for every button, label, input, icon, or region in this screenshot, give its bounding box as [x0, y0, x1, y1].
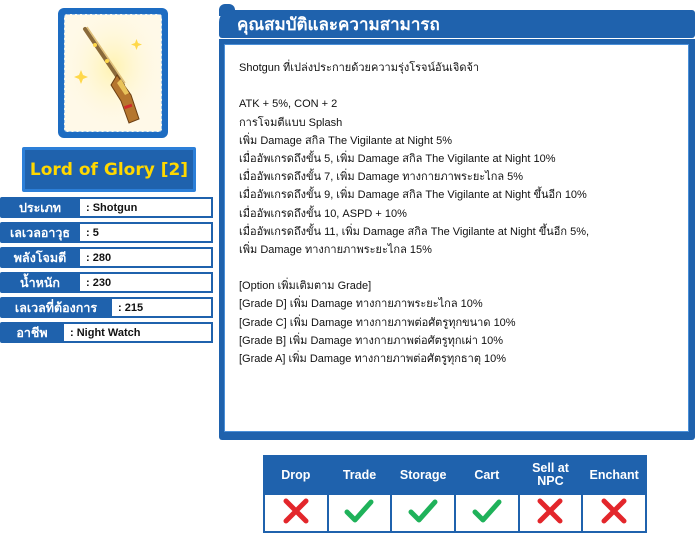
header-trade: Trade — [329, 457, 391, 493]
item-image-card — [58, 8, 168, 138]
description-line: การโจมตีแบบ Splash — [239, 116, 343, 129]
stat-row-weapon-level — [0, 222, 213, 243]
stat-label: เลเวลอาวุธ — [0, 222, 80, 243]
cross-icon — [279, 496, 313, 531]
description-line: Shotgun ที่เปล่งประกายด้วยความรุ่งโรจน์อันเจิดจ้า — [239, 62, 480, 74]
description-line: เมื่ออัพเกรดถึงขั้น 7, เพิ่ม Damage ทางกายภาพระยะไกล 5% — [239, 171, 524, 184]
description-line: เพิ่ม Damage สกิล The Vigilante at Night 5% — [239, 134, 453, 147]
description-line: เมื่ออัพเกรดถึงขั้น 11, เพิ่ม Damage สกิล The Vigilante at Night ขึ้นอีก 5%, — [239, 225, 590, 238]
properties-panel — [219, 39, 695, 440]
description-line: [Grade D] เพิ่ม Damage ทางกายภาพระยะไกล 10% — [239, 298, 483, 311]
stat-row-attack — [0, 247, 213, 268]
item-image-frame — [64, 14, 162, 132]
stat-value: : Shotgun — [80, 197, 213, 218]
rifle-icon — [65, 15, 161, 131]
header-enchant: Enchant — [583, 457, 645, 493]
cross-icon — [533, 496, 567, 531]
cell-enchant — [583, 495, 645, 531]
stat-row-job — [0, 322, 213, 343]
stat-row-weight — [0, 272, 213, 293]
properties-title: คุณสมบัติและความสามารถ — [219, 10, 695, 38]
cell-storage — [392, 495, 454, 531]
stat-value: : 280 — [80, 247, 213, 268]
stat-label: อาชีพ — [0, 322, 64, 343]
description-line: เมื่ออัพเกรดถึงขั้น 5, เพิ่ม Damage สกิล The Vigilante at Night 10% — [239, 152, 556, 165]
header-drop: Drop — [265, 457, 327, 493]
item-name: Lord of Glory [2] — [29, 159, 189, 180]
stat-label: พลังโจมตี — [0, 247, 80, 268]
cell-cart — [456, 495, 518, 531]
description-line — [239, 259, 688, 277]
stat-label: น้ำหนัก — [0, 272, 80, 293]
cell-sell-at-npc — [520, 495, 582, 531]
description-line — [239, 77, 688, 95]
stat-row-type — [0, 197, 213, 218]
stat-row-required-level — [0, 297, 213, 318]
check-icon — [406, 496, 440, 531]
stat-label: เลเวลที่ต้องการ — [0, 297, 112, 318]
description-line: เพิ่ม Damage ทางกายภาพระยะไกล 15% — [239, 243, 432, 256]
description-line: [Option เพิ่มเติมตาม Grade] — [239, 280, 372, 293]
cross-icon — [597, 496, 631, 531]
stat-label: ประเภท — [0, 197, 80, 218]
check-icon — [342, 496, 376, 531]
item-name-banner — [22, 147, 196, 192]
stat-value: : 5 — [80, 222, 213, 243]
stat-value: : 230 — [80, 272, 213, 293]
check-icon — [470, 496, 504, 531]
stat-value: : Night Watch — [64, 322, 213, 343]
description-line: [Grade B] เพิ่ม Damage ทางกายภาพต่อศัตรูทุกเผ่า 10% — [239, 334, 503, 347]
properties-text-area — [224, 44, 689, 432]
description-line: เมื่ออัพเกรดถึงขั้น 9, เพิ่ม Damage สกิล The Vigilante at Night ขึ้นอีก 10% — [239, 189, 587, 202]
trade-restriction-table — [263, 455, 647, 533]
header-cart: Cart — [456, 457, 518, 493]
cell-drop — [265, 495, 327, 531]
description-line: [Grade A] เพิ่ม Damage ทางกายภาพต่อศัตรูทุกธาตุ 10% — [239, 353, 507, 365]
description-line: [Grade C] เพิ่ม Damage ทางกายภาพต่อศัตรูทุกขนาด 10% — [239, 316, 516, 329]
stat-value: : 215 — [112, 297, 213, 318]
cell-trade — [329, 495, 391, 531]
header-storage: Storage — [392, 457, 454, 493]
header-sell-at-npc: Sell at NPC — [520, 457, 582, 493]
description-line: เมื่ออัพเกรดถึงขั้น 10, ASPD + 10% — [239, 207, 407, 220]
description-line: ATK + 5%, CON + 2 — [239, 98, 338, 111]
